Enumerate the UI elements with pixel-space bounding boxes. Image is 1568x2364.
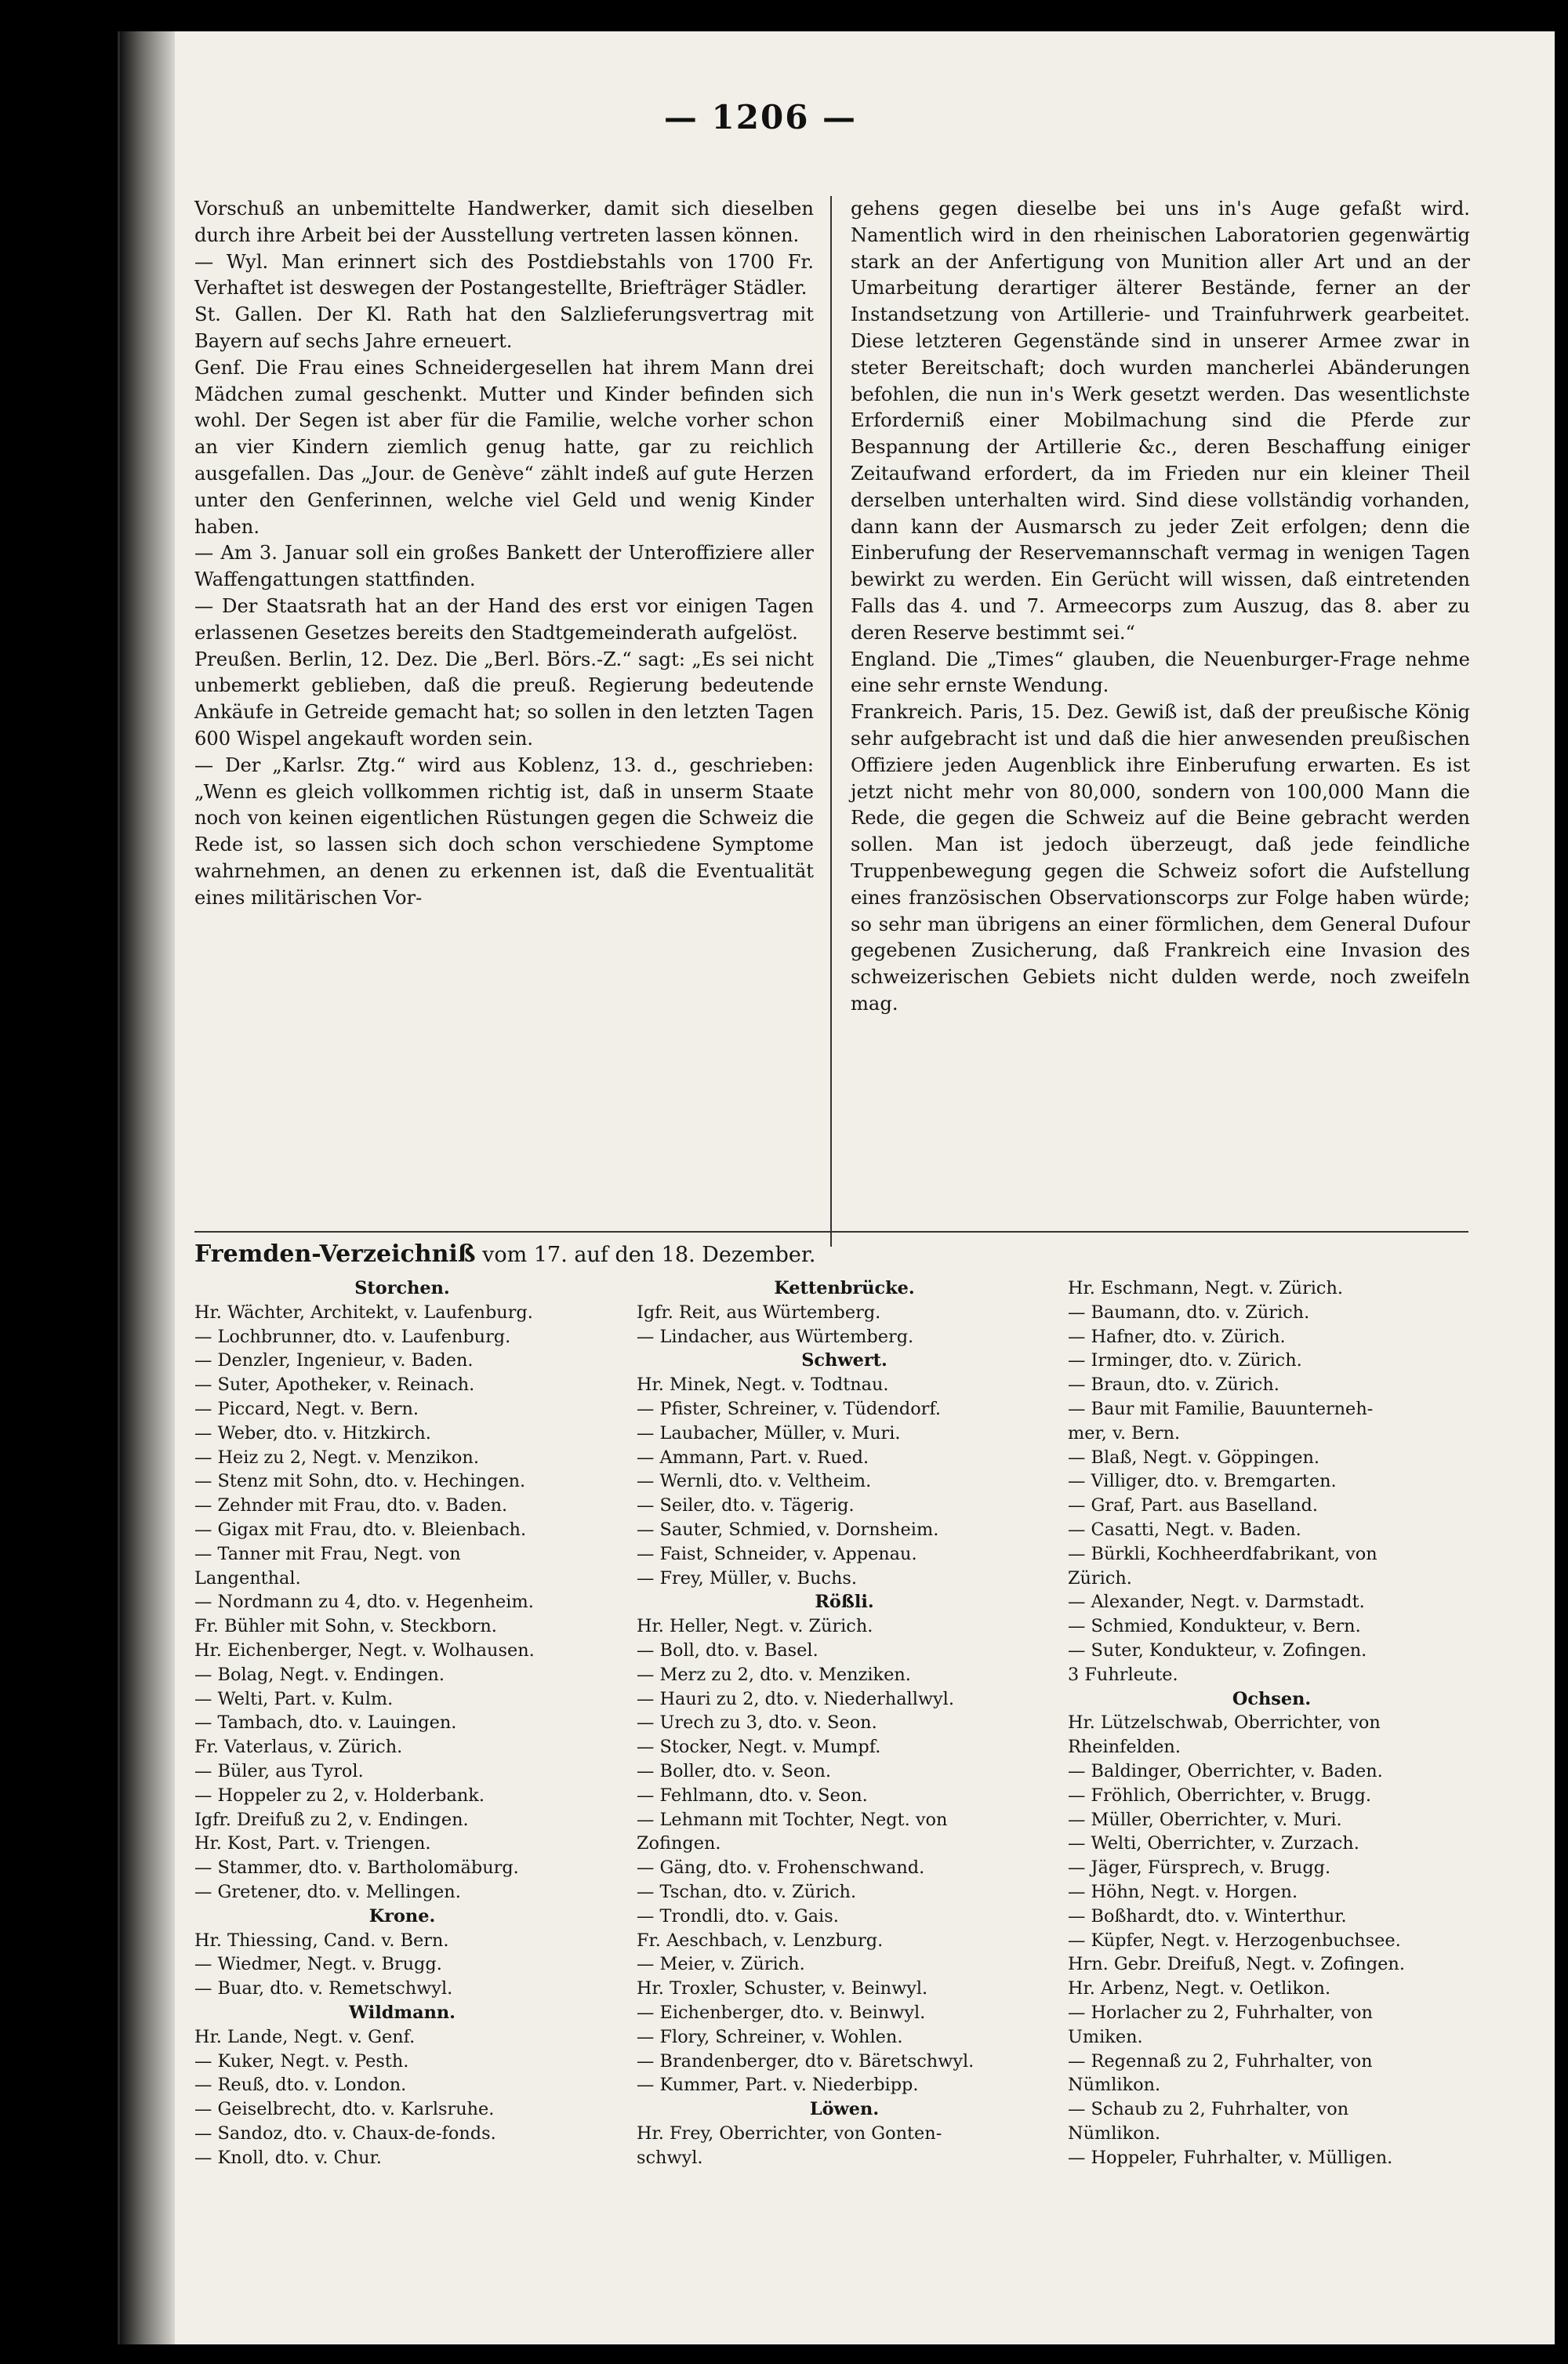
hotel-heading: Löwen. [809,2099,880,2120]
hotel-heading: Rößli. [815,1592,874,1613]
guest-entry: — Büler, aus Tyrol. [194,1760,364,1781]
book-spine [120,31,175,2344]
paragraph: Preußen. Berlin, 12. Dez. Die „Berl. Börs.-Z.“ sagt: „Es sei nicht unbemerkt geblieben, daß die preuß. Regierung bedeutende Ankäufe in Getreide gemacht hat; so sollen in den letzten Tagen 600 Wispel angekauft worden sein. [194,648,814,750]
guest-entry: Hr. Frey, Oberrichter, von Gonten- [637,2123,942,2144]
guest-entry: — Stammer, dto. v. Bartholomäburg. [194,1857,519,1879]
guest-entry: — Suter, Apotheker, v. Reinach. [194,1374,475,1396]
guest-entry: — Pfister, Schreiner, v. Tüdendorf. [637,1398,941,1419]
paragraph: — Der Staatsrath hat an der Hand des erst vor einigen Tagen erlassenen Gesetzes bereits den Stadtgemeinderath aufgelöst. [194,594,814,644]
guest-entry: — Horlacher zu 2, Fuhrhalter, von [1068,2002,1373,2023]
guest-entry: — Braun, dto. v. Zürich. [1068,1374,1279,1396]
section-divider [194,1231,1468,1233]
guest-entry: — Hafner, dto. v. Zürich. [1068,1326,1286,1347]
guest-entry: Hr. Eschmann, Negt. v. Zürich. [1068,1278,1344,1298]
guest-entry: — Jäger, Fürsprech, v. Brugg. [1068,1857,1331,1879]
guest-entry: — Zehnder mit Frau, dto. v. Baden. [194,1495,508,1516]
page-number: — 1206 — [663,98,858,136]
hotel-heading: Storchen. [354,1278,450,1298]
listing-title-bold: Fremden-Verzeichniß [194,1240,476,1268]
guest-list-column-3 [1068,1276,1475,2170]
guest-entry: Hr. Kost, Part. v. Triengen. [194,1833,431,1854]
guest-entry: Hr. Troxler, Schuster, v. Beinwyl. [637,1978,928,1999]
right-text-column [851,196,1470,1018]
paragraph: St. Gallen. Der Kl. Rath hat den Salzlieferungsvertrag mit Bayern auf sechs Jahre erneuert. [194,303,814,352]
guest-entry: — Laubacher, Müller, v. Muri. [637,1422,901,1443]
guest-entry: — Bolag, Negt. v. Endingen. [194,1664,445,1685]
guest-entry: Hr. Heller, Negt. v. Zürich. [637,1616,873,1637]
guest-entry: — Lochbrunner, dto. v. Laufenburg. [194,1326,511,1347]
guest-entry: — Wiedmer, Negt. v. Brugg. [194,1954,442,1975]
guest-entry: mer, v. Bern. [1068,1422,1181,1443]
guest-entry: — Alexander, Negt. v. Darmstadt. [1068,1592,1365,1613]
guest-entry: — Frey, Müller, v. Buchs. [637,1567,857,1589]
guest-entry: — Regennaß zu 2, Fuhrhalter, von [1068,2050,1373,2072]
hotel-heading: Krone. [368,1905,436,1926]
guest-entry: Zürich. [1068,1567,1132,1589]
guest-entry: — Heiz zu 2, Negt. v. Menzikon. [194,1447,479,1468]
paragraph: gehens gegen dieselbe bei uns in's Auge gefaßt wird. Namentlich wird in den rheinischen Laboratorien gegenwärtig stark an der Anfertigung von Munition aller Art und an der Umarbeitung derartiger älterer Bestände, ferner an der Instandsetzung von Artillerie- und Trainfuhrwerk gearbeitet. Diese letzteren Gegenstände sind in unserer Armee zwar in steter Bereitschaft; doch wurden mancherlei Abänderungen befohlen, die nun in's Werk gesetzt werden. Das wesentlichste Erforderniß einer Mobilmachung sind die Pferde zur Bespannung der Artillerie &c., deren Beschaffung einiger Zeitaufwand erfordert, da im Frieden nur ein kleiner Theil derselben unterhalten wird. Sind diese vollständig vorhanden, dann kann der Ausmarsch zu jeder Zeit erfolgen; denn die Einberufung der Reservemannschaft vermag in wenigen Tagen bewirkt zu werden. Ein Gerücht will wissen, daß eintretenden Falls das 4. und 7. Armeecorps zum Auszug, das 8. aber zu deren Reserve bestimmt sei.“ [851,198,1470,644]
guest-entry: Umiken. [1068,2026,1143,2047]
guest-entry: — Wernli, dto. v. Veltheim. [637,1471,872,1492]
guest-entry: — Casatti, Negt. v. Baden. [1068,1519,1301,1540]
guest-entry: — Gäng, dto. v. Frohenschwand. [637,1857,925,1879]
guest-entry: — Kuker, Negt. v. Pesth. [194,2050,409,2072]
guest-entry: Zofingen. [637,1833,721,1854]
guest-entry: — Gigax mit Frau, dto. v. Bleienbach. [194,1519,527,1540]
guest-entry: Hr. Wächter, Architekt, v. Laufenburg. [194,1302,533,1323]
guest-entry: — Knoll, dto. v. Chur. [194,2147,382,2168]
guest-entry: — Tschan, dto. v. Zürich. [637,1881,857,1902]
guest-entry: Hr. Thiessing, Cand. v. Bern. [194,1930,449,1951]
guest-entry: — Boßhardt, dto. v. Winterthur. [1068,1905,1347,1926]
guest-entry: — Hoppeler zu 2, v. Holderbank. [194,1785,485,1806]
guest-entry: — Nordmann zu 4, dto. v. Hegenheim. [194,1592,534,1613]
guest-entry: — Eichenberger, dto. v. Beinwyl. [637,2002,926,2023]
guest-entry: Hr. Arbenz, Negt. v. Oetlikon. [1068,1978,1331,1999]
guest-entry: Hr. Minek, Negt. v. Todtnau. [637,1374,889,1396]
guest-entry: Fr. Aeschbach, v. Lenzburg. [637,1930,884,1951]
guest-entry: — Sandoz, dto. v. Chaux-de-fonds. [194,2123,496,2144]
guest-entry: — Hauri zu 2, dto. v. Niederhallwyl. [637,1688,954,1709]
guest-entry: — Blaß, Negt. v. Göppingen. [1068,1447,1320,1468]
guest-entry: — Welti, Oberrichter, v. Zurzach. [1068,1833,1359,1854]
guest-entry: Fr. Vaterlaus, v. Zürich. [194,1737,403,1758]
paragraph: Vorschuß an unbemittelte Handwerker, damit sich dieselben durch ihre Arbeit bei der Ausstellung vertreten lassen können. [194,198,814,246]
column-divider [830,196,832,1247]
guest-entry: — Flory, Schreiner, v. Wohlen. [637,2026,903,2047]
guest-entry: — Kummer, Part. v. Niederbipp. [637,2075,919,2096]
paragraph: — Wyl. Man erinnert sich des Postdiebstahls von 1700 Fr. Verhaftet ist deswegen der Postangestellte, Briefträger Städler. [194,250,814,300]
hotel-heading: Kettenbrücke. [774,1278,915,1298]
guest-entry: Hr. Eichenberger, Negt. v. Wolhausen. [194,1640,535,1661]
guest-entry: — Faist, Schneider, v. Appenau. [637,1543,917,1564]
paragraph: England. Die „Times“ glauben, die Neuenburger-Frage nehme eine sehr ernste Wendung. [851,648,1470,697]
paragraph: Genf. Die Frau eines Schneidergesellen hat ihrem Mann drei Mädchen zumal geschenkt. Mutter und Kinder befinden sich wohl. Der Segen ist aber für die Familie, welche vorher schon an vier Kindern ziemlich genug hatte, gar zu reichlich ausgefallen. Das „Jour. de Genève“ zählt indeß auf gute Herzen unter den Genferinnen, welche viel Geld und wenig Kinder haben. [194,356,814,538]
guest-list-column-1 [194,1276,610,2170]
guest-entry: — Graf, Part. aus Baselland. [1068,1495,1318,1516]
guest-entry: — Weber, dto. v. Hitzkirch. [194,1422,431,1443]
guest-entry: — Trondli, dto. v. Gais. [637,1905,839,1926]
listing-title-date: vom 17. auf den 18. Dezember. [475,1243,816,1267]
guest-entry: — Piccard, Negt. v. Bern. [194,1398,419,1419]
guest-entry: — Suter, Kondukteur, v. Zofingen. [1068,1640,1367,1661]
guest-entry: — Baur mit Familie, Bauunterneh- [1068,1398,1374,1419]
guest-entry: — Schaub zu 2, Fuhrhalter, von [1068,2099,1349,2120]
hotel-heading: Ochsen. [1232,1688,1312,1709]
guest-entry: — Irminger, dto. v. Zürich. [1068,1350,1302,1371]
guest-entry: Fr. Bühler mit Sohn, v. Steckborn. [194,1616,497,1637]
guest-entry: — Brandenberger, dto v. Bäretschwyl. [637,2050,975,2072]
guest-entry: — Reuß, dto. v. London. [194,2075,407,2096]
paragraph: Frankreich. Paris, 15. Dez. Gewiß ist, daß der preußische König sehr aufgebracht ist und daß die hier anwesenden preußischen Offiziere jeden Augenblick ihre Einberufung erwarten. Es ist jetzt nicht mehr von 80,000, sondern von 100,000 Mann die Rede, die gegen die Schweiz auf die Beine gebracht werden sollen. Man ist jedoch überzeugt, daß jede feindliche Truppenbewegung gegen die Schweiz sofort die Aufstellung eines französischen Observationscorps zur Folge haben würde; so sehr man übrigens an einer förmlichen, dem General Dufour gegebenen Zusicherung, daß Frankreich eine Invasion des schweizerischen Gebiets nicht dulden werde, noch zweifeln mag. [851,701,1470,1015]
guest-entry: — Schmied, Kondukteur, v. Bern. [1068,1616,1361,1637]
guest-entry: — Ammann, Part. v. Rued. [637,1447,869,1468]
guest-entry: — Fehlmann, dto. v. Seon. [637,1785,868,1806]
guest-entry: — Welti, Part. v. Kulm. [194,1688,394,1709]
guest-entry: — Baumann, dto. v. Zürich. [1068,1302,1310,1323]
guest-entry: — Bürkli, Kochheerdfabrikant, von [1068,1543,1377,1564]
hotel-heading: Schwert. [801,1350,887,1371]
guest-entry: — Hoppeler, Fuhrhalter, v. Mülligen. [1068,2147,1393,2168]
hotel-heading: Wildmann. [349,2002,456,2023]
guest-entry: — Boll, dto. v. Basel. [637,1640,818,1661]
guest-entry: — Urech zu 3, dto. v. Seon. [637,1712,877,1734]
guest-entry: — Gretener, dto. v. Mellingen. [194,1881,461,1902]
guest-entry: 3 Fuhrleute. [1068,1664,1178,1685]
guest-entry: — Boller, dto. v. Seon. [637,1760,831,1781]
listing-heading [194,1239,1468,1271]
guest-entry: — Lehmann mit Tochter, Negt. von [637,1809,948,1830]
guest-entry: — Sauter, Schmied, v. Dornsheim. [637,1519,939,1540]
guest-entry: — Lindacher, aus Würtemberg. [637,1326,914,1347]
guest-entry: — Höhn, Negt. v. Horgen. [1068,1881,1298,1902]
guest-entry: — Baldinger, Oberrichter, v. Baden. [1068,1760,1383,1781]
guest-entry: — Tambach, dto. v. Lauingen. [194,1712,457,1734]
left-text-column [194,196,814,912]
guest-list-column-2 [637,1276,1052,2170]
guest-entry: — Seiler, dto. v. Tägerig. [637,1495,855,1516]
paragraph: — Am 3. Januar soll ein großes Bankett der Unteroffiziere aller Waffengattungen stattfinden. [194,542,814,591]
guest-entry: Hr. Lande, Negt. v. Genf. [194,2026,416,2047]
guest-entry: Nümlikon. [1068,2075,1161,2096]
guest-entry: — Tanner mit Frau, Negt. von [194,1543,461,1564]
guest-entry: Nümlikon. [1068,2123,1161,2144]
guest-entry: — Buar, dto. v. Remetschwyl. [194,1978,453,1999]
guest-entry: — Küpfer, Negt. v. Herzogenbuchsee. [1068,1930,1401,1951]
guest-entry: Igfr. Dreifuß zu 2, v. Endingen. [194,1809,469,1830]
guest-entry: — Müller, Oberrichter, v. Muri. [1068,1809,1342,1830]
guest-entry: Hr. Lützelschwab, Oberrichter, von [1068,1712,1381,1734]
guest-entry: schwyl. [637,2147,703,2168]
guest-entry: — Stenz mit Sohn, dto. v. Hechingen. [194,1471,526,1492]
guest-entry: Hrn. Gebr. Dreifuß, Negt. v. Zofingen. [1068,1954,1405,1975]
guest-entry: — Denzler, Ingenieur, v. Baden. [194,1350,474,1371]
guest-entry: — Fröhlich, Oberrichter, v. Brugg. [1068,1785,1371,1806]
guest-entry: — Villiger, dto. v. Bremgarten. [1068,1471,1337,1492]
guest-entry: — Stocker, Negt. v. Mumpf. [637,1737,881,1758]
paragraph: — Der „Karlsr. Ztg.“ wird aus Koblenz, 13. d., geschrieben: „Wenn es gleich vollkommen richtig ist, daß in unserm Staate noch von keinen eigentlichen Rüstungen gegen die Schweiz die Rede ist, so lassen sich doch schon verschiedene Symptome wahrnehmen, an denen zu erkennen ist, daß die Eventualität eines militärischen Vor- [194,754,814,909]
guest-entry: Igfr. Reit, aus Würtemberg. [637,1302,881,1323]
guest-entry: — Meier, v. Zürich. [637,1954,805,1975]
guest-entry: — Merz zu 2, dto. v. Menziken. [637,1664,911,1685]
guest-entry: — Geiselbrecht, dto. v. Karlsruhe. [194,2099,495,2120]
guest-entry: Rheinfelden. [1068,1737,1181,1758]
guest-entry: Langenthal. [194,1567,301,1589]
